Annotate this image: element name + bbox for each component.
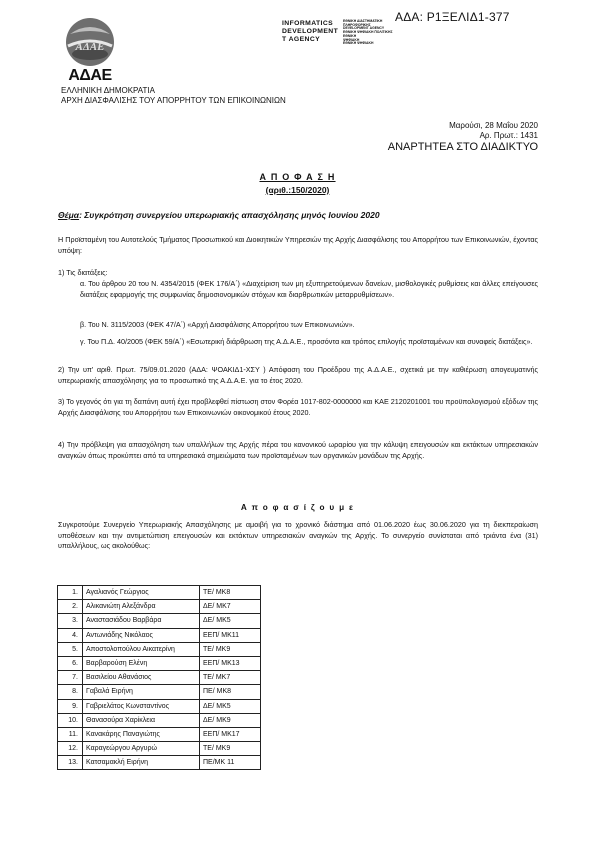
table-row <box>58 727 261 741</box>
republic-line: ΕΛΛΗΝΙΚΗ ΔΗΜΟΚΡΑΤΙΑ <box>61 86 155 95</box>
provision-a: α. Του άρθρου 20 του Ν. 4354/2015 (ΦΕΚ 176/Α΄) «Διαχείριση των μη εξυπηρετούμενων δανείων, μισθολογικές ρυθμίσεις και άλλες επείγουσες διατάξεις εφαρμογής της συμφωνίας δημοσιονομικών στόχων και διαρθρωτικών μεταρρυθμίσεων». <box>80 279 538 299</box>
staff-name: Κατσαμακλή Ειρήνη <box>83 756 200 770</box>
ida-line: T AGENCY <box>282 36 321 43</box>
publish-online-note: ΑΝΑΡΤΗΤΕΑ ΣΤΟ ΔΙΑΔΙΚΤΥΟ <box>387 141 538 153</box>
staff-name: Γαβριελάτος Κωνσταντίνος <box>83 699 200 713</box>
staff-name: Αγαλιανός Γεώργιος <box>83 586 200 600</box>
ida-sub-line: DEVELOPMENT AGENCY <box>343 26 385 31</box>
provision-b: β. Του Ν. 3115/2003 (ΦΕΚ 47/Α΄) «Αρχή Διασφάλισης Απορρήτου των Επικοινωνιών». <box>80 320 355 329</box>
staff-category: ΤΕ/ ΜΚ8 <box>200 586 261 600</box>
row-number: 2. <box>58 600 83 614</box>
table-row <box>58 685 261 699</box>
place-date-block <box>449 121 538 141</box>
svg-text:ΑΔΑΕ: ΑΔΑΕ <box>68 67 112 84</box>
row-number: 7. <box>58 671 83 685</box>
ida-sub-line: ΠΛΗΡΟΦΟΡΙΚΗΣ <box>343 22 371 27</box>
row-number: 4. <box>58 628 83 642</box>
svg-text:ΑΔΑΕ: ΑΔΑΕ <box>75 41 105 53</box>
protocol-number: Αρ. Πρωτ.: 1431 <box>479 131 538 140</box>
row-number: 3. <box>58 614 83 628</box>
authority-line: ΑΡΧΗ ΔΙΑΣΦΑΛΙΣΗΣ ΤΟΥ ΑΠΟΡΡΗΤΟΥ ΤΩΝ ΕΠΙΚΟΙΝΩΝΙΩΝ <box>61 96 286 105</box>
staff-name: Αλικανιώτη Αλεξάνδρα <box>83 600 200 614</box>
subject-text: : Συγκρότηση συνεργείου υπερωριακής απασχόλησης μηνός Ιουνίου 2020 <box>79 210 380 220</box>
staff-name: Βαρβαρούση Ελένη <box>83 656 200 670</box>
adae-logo <box>56 14 124 84</box>
table-row <box>58 586 261 600</box>
staff-category: ΔΕ/ ΜΚ5 <box>200 614 261 628</box>
table-row <box>58 671 261 685</box>
staff-name: Αναστασιάδου Βαρβάρα <box>83 614 200 628</box>
consideration-3: 3) Το γεγονός ότι για τη δαπάνη αυτή έχει προβλεφθεί πίστωση στον Φορέα 1017-802-0000000 και ΚΑΕ 2120201001 του προϋπολογισμού εξόδων της Αρχής Διασφάλισης του Απορρήτου των Επικοινωνιών οικονομικού έτους 2020. <box>58 397 539 417</box>
staff-category: ΔΕ/ ΜΚ7 <box>200 600 261 614</box>
ida-sub-line: ΕΘΝΙΚΗ ΨΗΦΙΑΚΗ ΠΟΛΙΤΙΚΗΣ <box>343 30 393 35</box>
staff-name: Κανακάρης Παναγιώτης <box>83 727 200 741</box>
intro-paragraph: Η Προϊσταμένη του Αυτοτελούς Τμήματος Προσωπικού και Διοικητικών Υπηρεσιών της Αρχής Διασφάλισης του Απορρήτου των Επικοινωνιών, έχοντας υπόψη: <box>58 235 538 255</box>
table-row <box>58 628 261 642</box>
row-number: 10. <box>58 713 83 727</box>
staff-name: Καραγεώργου Αργυρώ <box>83 742 200 756</box>
document-title: Α Π Ο Φ Α Σ Η <box>259 172 336 182</box>
ida-sub-line: ΕΘΝΙΚΗ ΔΙΑΣΤΗΜΑΤΙΚΗ <box>343 19 383 23</box>
table-row <box>58 600 261 614</box>
ida-line: DEVELOPMENT <box>282 28 339 35</box>
staff-category: ΤΕ/ ΜΚ9 <box>200 742 261 756</box>
staff-category: ΔΕ/ ΜΚ9 <box>200 713 261 727</box>
table-row <box>58 756 261 770</box>
row-number: 8. <box>58 685 83 699</box>
row-number: 13. <box>58 756 83 770</box>
ida-line: INFORMATICS <box>282 20 334 27</box>
consideration-4: 4) Την πρόβλεψη για απασχόληση των υπαλλήλων της Αρχής πέρα του κανονικού ωραρίου για την κάλυψη επειγουσών και εκτάκτων υπηρεσιακών αναγκών όπως προκύπτει από τα υπηρεσιακά σημειώματα των προϊσταμένων των οργανικών μονάδων της Αρχής. <box>58 440 538 460</box>
table-row <box>58 614 261 628</box>
ida-stamp-subtext <box>343 20 392 46</box>
table-row <box>58 699 261 713</box>
decision-paragraph: Συγκροτούμε Συνεργείο Υπερωριακής Απασχόλησης με αμοιβή για το χρονικό διάστημα από 01.06.2020 έως 30.06.2020 για τη διεκπεραίωση υποθέσεων και την αντιμετώπιση επειγουσών και εκτάκτων υπηρεσιακών αναγκών της Αρχής. Το συνεργείο συνίσταται από τριάντα ένα (31) υπαλλήλους, ως ακολούθως: <box>58 520 538 551</box>
staff-name: Θανασούρα Χαρίκλεια <box>83 713 200 727</box>
table-row <box>58 713 261 727</box>
staff-name: Αποστολοπούλου Αικατερίνη <box>83 642 200 656</box>
table-row <box>58 656 261 670</box>
staff-category: ΠΕ/ ΜΚ8 <box>200 685 261 699</box>
staff-name: Γαβαλά Ειρήνη <box>83 685 200 699</box>
row-number: 5. <box>58 642 83 656</box>
staff-category: ΠΕ/ΜΚ 11 <box>200 756 261 770</box>
decision-number: (αριθ.:150/2020) <box>265 185 330 195</box>
staff-category: ΕΕΠ/ ΜΚ17 <box>200 727 261 741</box>
row-number: 11. <box>58 727 83 741</box>
ida-sub-line: ΕΘΝΙΚΗ <box>343 33 357 38</box>
table-row <box>58 742 261 756</box>
row-number: 9. <box>58 699 83 713</box>
consideration-2: 2) Την υπ' αριθ. Πρωτ. 75/09.01.2020 (ΑΔΑ: ΨΟΑΚΙΔ1-ΧΣΥ ) Απόφαση του Προέδρου της Α.Δ.Α.Ε., σχετικά με την καθιέρωση απογευματινής υπερωριακής απασχόλησης για το προσωπικό της Α.Δ.Α.Ε. για το έτος 2020. <box>58 365 538 385</box>
subject-label: Θέμα <box>58 210 80 220</box>
staff-name: Βασιλείου Αθανάσιος <box>83 671 200 685</box>
staff-table-body <box>58 586 261 770</box>
staff-category: ΤΕ/ ΜΚ9 <box>200 642 261 656</box>
staff-category: ΔΕ/ ΜΚ5 <box>200 699 261 713</box>
staff-category: ΤΕ/ ΜΚ7 <box>200 671 261 685</box>
table-row <box>58 642 261 656</box>
ida-sub-line: ΕΘΝΙΚΗ ΨΗΦΙΑΚΗ <box>343 41 374 46</box>
row-number: 12. <box>58 742 83 756</box>
decision-heading: Α π ο φ α σ ί ζ ο υ μ ε <box>240 503 355 512</box>
place-date: Μαρούσι, 28 Μαΐου 2020 <box>449 121 538 130</box>
ida-stamp-text <box>282 20 338 44</box>
staff-category: ΕΕΠ/ ΜΚ13 <box>200 656 261 670</box>
row-number: 1. <box>58 586 83 600</box>
staff-name: Αντωνιάδης Νικόλαος <box>83 628 200 642</box>
staff-table <box>57 585 261 770</box>
staff-category: ΕΕΠ/ ΜΚ11 <box>200 628 261 642</box>
provisions-heading: 1) Τις διατάξεις: <box>58 268 108 277</box>
ada-code: ΑΔΑ: Ρ1ΞΕΛΙΔ1-377 <box>395 10 510 24</box>
subject-line <box>58 210 380 220</box>
row-number: 6. <box>58 656 83 670</box>
ida-sub-line: ΨΗΦΙΑΚΗ <box>343 37 360 42</box>
agency-header <box>61 86 286 106</box>
provision-c: γ. Του Π.Δ. 40/2005 (ΦΕΚ 59/Α΄) «Εσωτερική διάρθρωση της Α.Δ.Α.Ε., προσόντα και τρόπος επιλογής προϊσταμένων και συναφείς διατάξεις». <box>80 337 533 346</box>
